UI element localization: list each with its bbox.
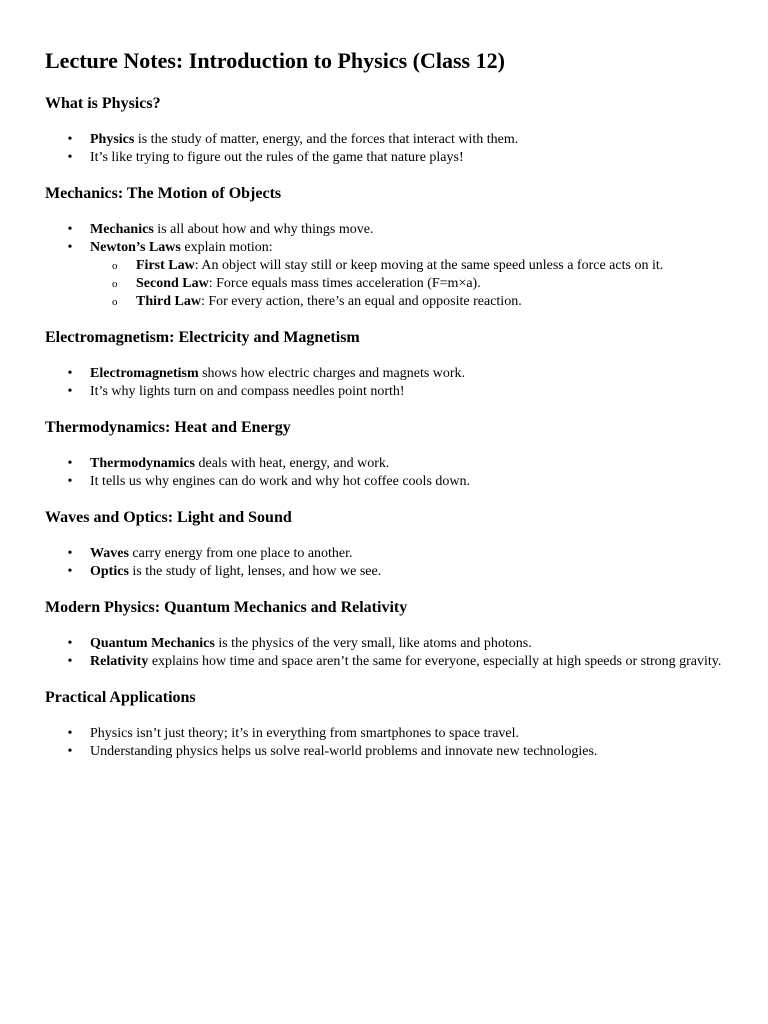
bullet-icon: • bbox=[67, 564, 73, 579]
list-item bbox=[45, 221, 735, 239]
bold-term: First Law bbox=[136, 258, 195, 273]
bullet-list-what-is-physics bbox=[45, 131, 735, 167]
bold-term: Quantum Mechanics bbox=[90, 636, 215, 651]
bullet-list-modern-physics bbox=[45, 635, 735, 671]
bullet-icon: • bbox=[67, 654, 73, 669]
bullet-list-electromagnetism bbox=[45, 365, 735, 401]
section-heading-what-is-physics: What is Physics? bbox=[45, 95, 161, 112]
bullet-icon: • bbox=[67, 240, 73, 255]
bullet-icon: • bbox=[67, 384, 73, 399]
sub-list-newtons-laws bbox=[90, 257, 735, 311]
circle-bullet-icon: o bbox=[112, 278, 118, 290]
list-item bbox=[45, 455, 735, 473]
item-text: It’s like trying to figure out the rules of the game that nature plays! bbox=[90, 150, 464, 165]
bullet-list-waves-optics bbox=[45, 545, 735, 581]
bullet-icon: • bbox=[67, 150, 73, 165]
list-item bbox=[45, 239, 735, 311]
bullet-icon: • bbox=[67, 726, 73, 741]
list-item bbox=[45, 725, 735, 743]
list-item bbox=[45, 563, 735, 581]
list-item bbox=[45, 365, 735, 383]
section-heading-waves-optics: Waves and Optics: Light and Sound bbox=[45, 509, 292, 526]
document-page bbox=[45, 46, 735, 778]
list-item bbox=[45, 383, 735, 401]
item-text: deals with heat, energy, and work. bbox=[195, 456, 390, 471]
item-text: It’s why lights turn on and compass needles point north! bbox=[90, 384, 405, 399]
bold-term: Thermodynamics bbox=[90, 456, 195, 471]
bold-term: Electromagnetism bbox=[90, 366, 199, 381]
bullet-icon: • bbox=[67, 222, 73, 237]
item-text: carry energy from one place to another. bbox=[128, 546, 353, 561]
bullet-list-thermodynamics bbox=[45, 455, 735, 491]
list-item bbox=[45, 149, 735, 167]
item-text: Understanding physics helps us solve real-world problems and innovate new technologies. bbox=[90, 744, 598, 759]
item-text: : Force equals mass times acceleration (F=m×a). bbox=[208, 276, 481, 291]
circle-bullet-icon: o bbox=[112, 260, 118, 272]
bullet-icon: • bbox=[67, 132, 73, 147]
sub-list-item bbox=[90, 275, 735, 293]
list-item bbox=[45, 635, 735, 653]
list-item bbox=[45, 653, 735, 671]
item-text: explains how time and space aren’t the same for everyone, especially at high speeds or strong gravity. bbox=[148, 654, 722, 669]
sub-list-item bbox=[90, 257, 735, 275]
item-text: It tells us why engines can do work and why hot coffee cools down. bbox=[90, 474, 470, 489]
section-heading-mechanics: Mechanics: The Motion of Objects bbox=[45, 185, 282, 202]
item-text: is the physics of the very small, like atoms and photons. bbox=[214, 636, 532, 651]
bold-term: Relativity bbox=[90, 654, 149, 669]
bullet-list-practical-applications bbox=[45, 725, 735, 761]
sub-list-item bbox=[90, 293, 735, 311]
item-text: explain motion: bbox=[180, 240, 273, 255]
list-item bbox=[45, 545, 735, 563]
bullet-list-mechanics bbox=[45, 221, 735, 311]
bold-term: Optics bbox=[90, 564, 129, 579]
bullet-icon: • bbox=[67, 546, 73, 561]
bullet-icon: • bbox=[67, 636, 73, 651]
document-title: Lecture Notes: Introduction to Physics (Class 12) bbox=[45, 48, 505, 73]
list-item bbox=[45, 743, 735, 761]
bullet-icon: • bbox=[67, 744, 73, 759]
item-text: is the study of light, lenses, and how we see. bbox=[128, 564, 382, 579]
bold-term: Second Law bbox=[136, 276, 209, 291]
bold-term: Newton’s Laws bbox=[90, 240, 181, 255]
bold-term: Physics bbox=[90, 132, 135, 147]
bullet-icon: • bbox=[67, 474, 73, 489]
item-text: : An object will stay still or keep moving at the same speed unless a force acts on it. bbox=[194, 258, 664, 273]
item-text: shows how electric charges and magnets work. bbox=[198, 366, 466, 381]
list-item bbox=[45, 131, 735, 149]
bold-term: Third Law bbox=[136, 294, 201, 309]
section-heading-modern-physics: Modern Physics: Quantum Mechanics and Relativity bbox=[45, 599, 408, 616]
item-text: Physics isn’t just theory; it’s in everything from smartphones to space travel. bbox=[90, 726, 520, 741]
circle-bullet-icon: o bbox=[112, 296, 118, 308]
bold-term: Mechanics bbox=[90, 222, 154, 237]
item-text: is all about how and why things move. bbox=[153, 222, 374, 237]
bold-term: Waves bbox=[90, 546, 129, 561]
item-text: is the study of matter, energy, and the forces that interact with them. bbox=[134, 132, 519, 147]
list-item bbox=[45, 473, 735, 491]
section-heading-thermodynamics: Thermodynamics: Heat and Energy bbox=[45, 419, 291, 436]
section-heading-practical-applications: Practical Applications bbox=[45, 689, 196, 706]
section-heading-electromagnetism: Electromagnetism: Electricity and Magnetism bbox=[45, 329, 360, 346]
item-text: : For every action, there’s an equal and opposite reaction. bbox=[200, 294, 522, 309]
bullet-icon: • bbox=[67, 456, 73, 471]
bullet-icon: • bbox=[67, 366, 73, 381]
